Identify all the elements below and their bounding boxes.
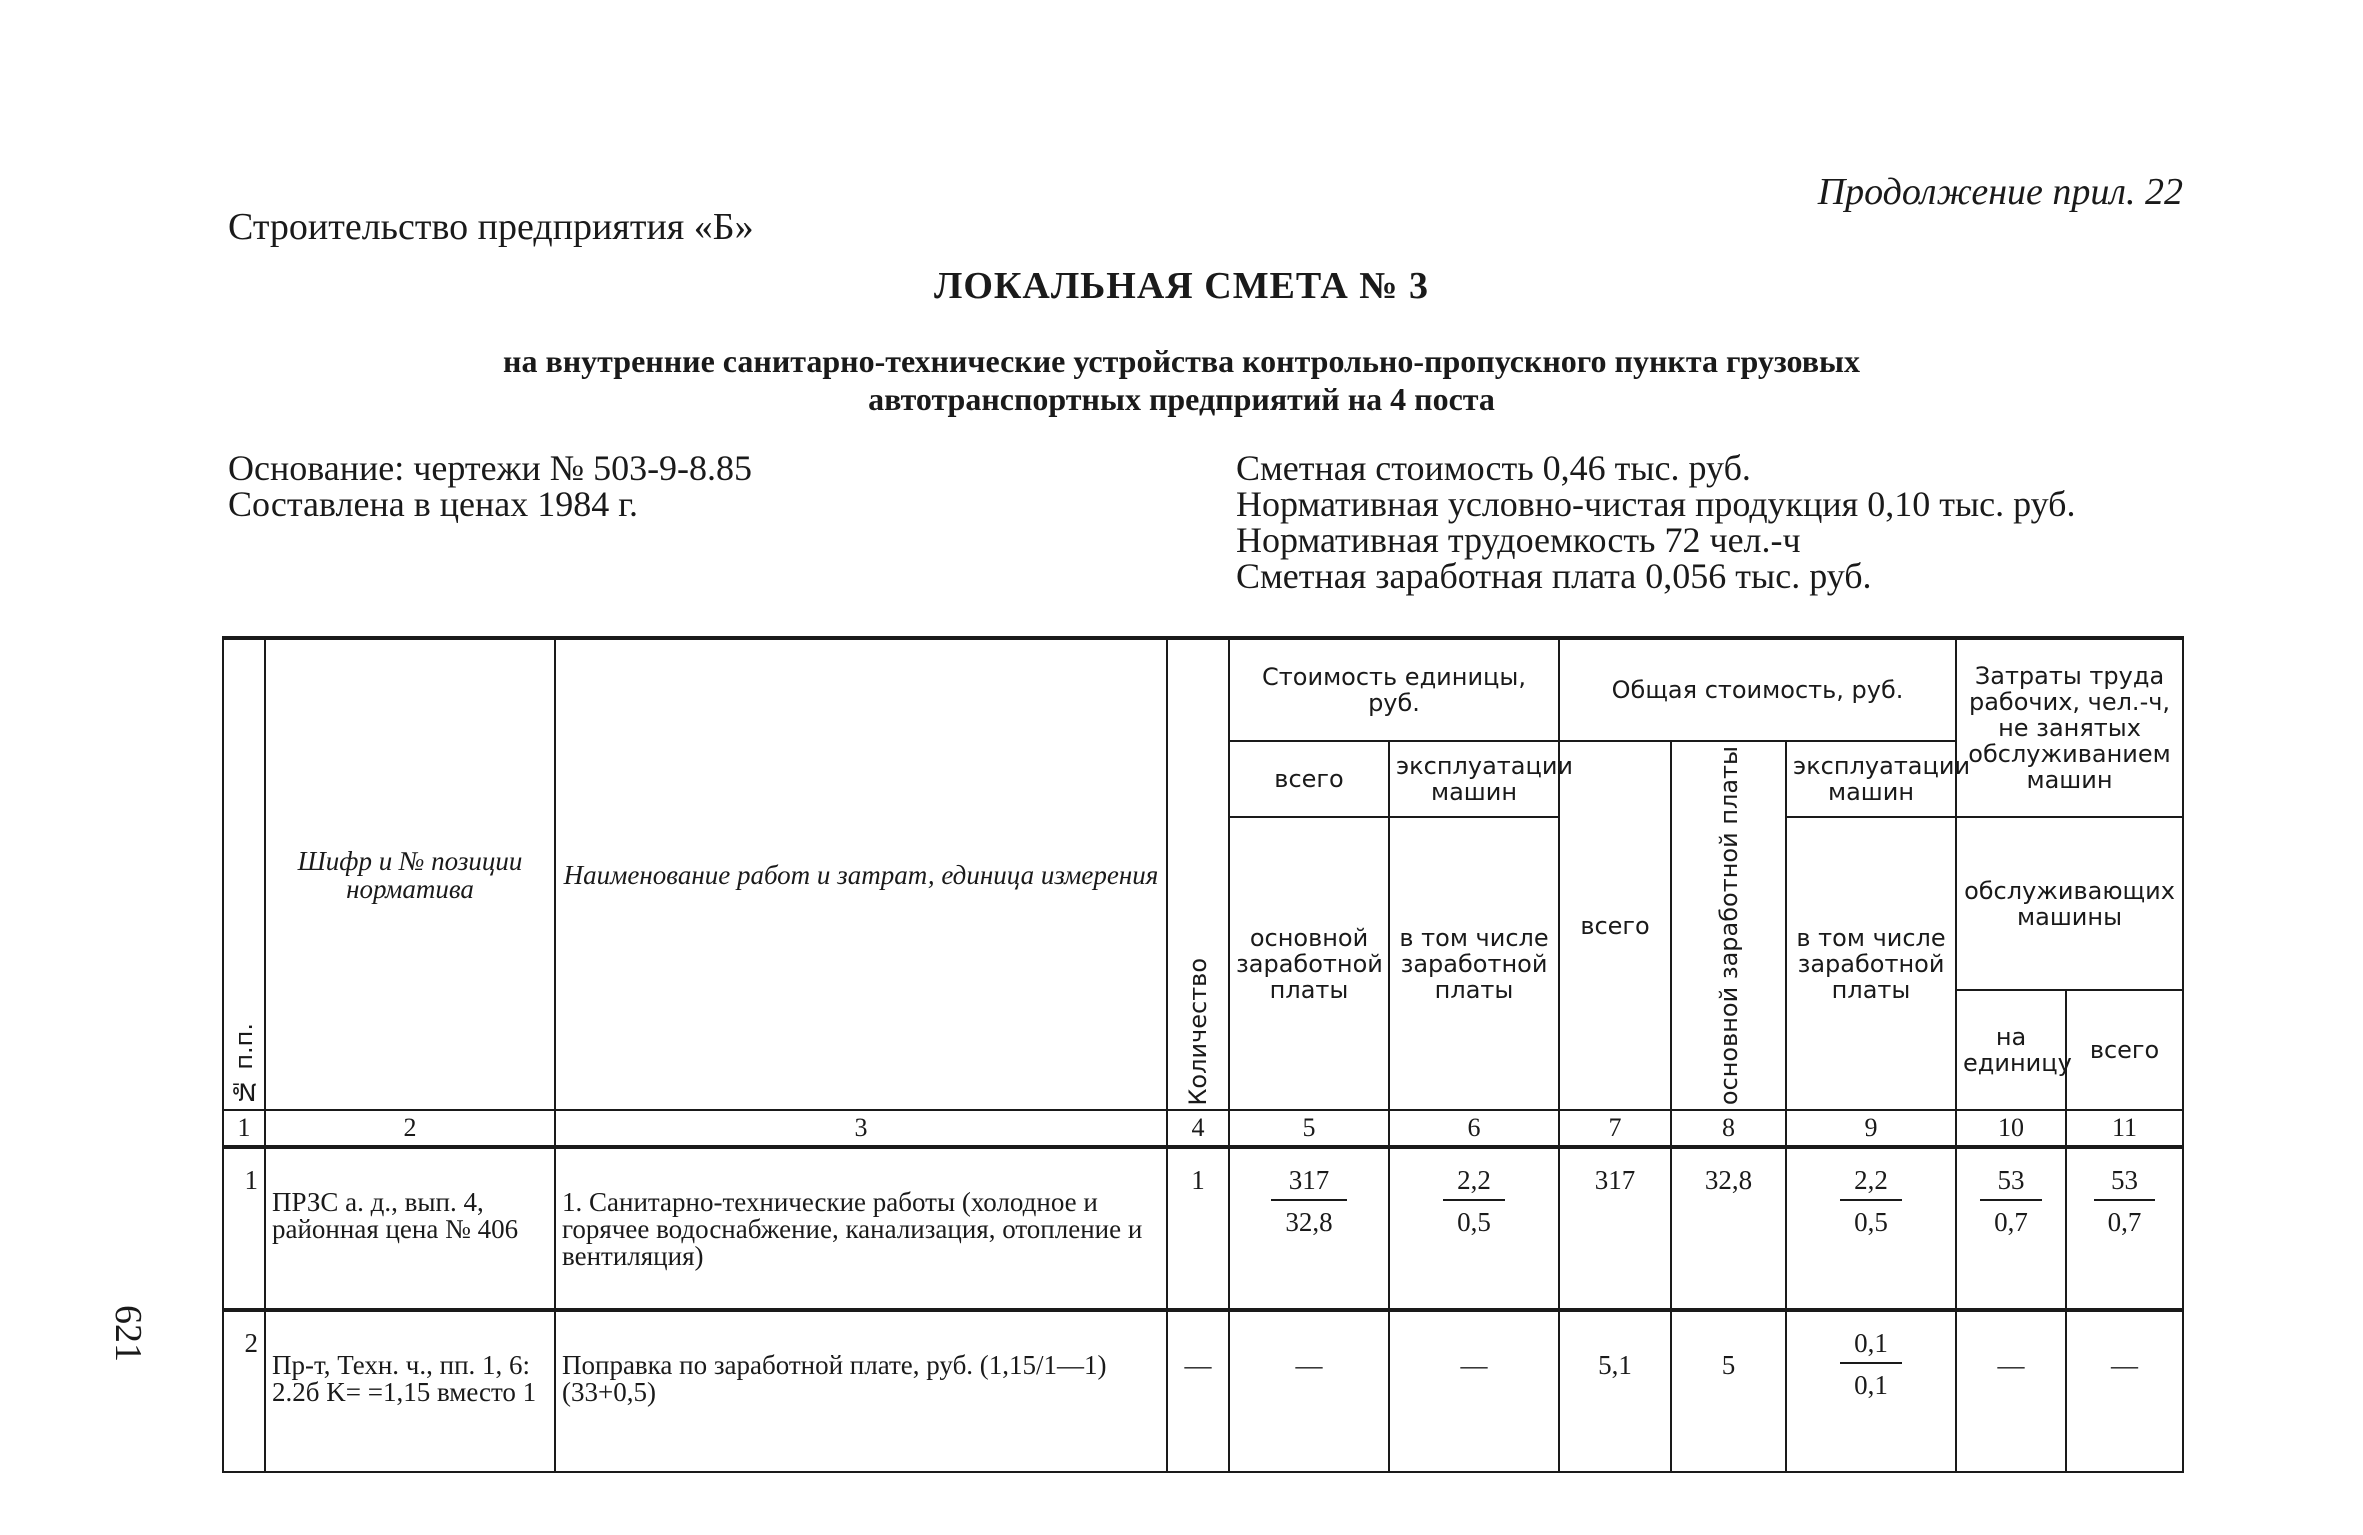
page-number: 621 xyxy=(107,1305,149,1362)
col-number: 2 xyxy=(265,1110,555,1147)
row-total-base: 32,8 xyxy=(1671,1147,1786,1310)
row-code: Пр-т, Техн. ч., пп. 1, 6: 2.2б K= =1,15 вместо 1 xyxy=(265,1310,555,1472)
cost-line: Сметная стоимость 0,46 тыс. руб. xyxy=(1236,448,1751,488)
per-unit-header: на единицу xyxy=(1956,990,2066,1110)
total-all-header: всего xyxy=(1559,741,1671,1110)
unit-base-wage-header: основной заработной платы xyxy=(1229,817,1389,1110)
row-qty: — xyxy=(1167,1310,1229,1472)
prices-line: Составлена в ценах 1984 г. xyxy=(228,484,638,524)
row-labor-unit: — xyxy=(1956,1310,2066,1472)
header-row-1 xyxy=(223,638,2183,741)
unit-mach-wage-header: в том числе заработной платы xyxy=(1389,817,1559,1110)
total-base-wage-header: основной заработной платы xyxy=(1671,741,1786,1110)
total-mach-wage-header: в том числе заработной платы xyxy=(1786,817,1956,1110)
row-name: Поправка по заработной плате, руб. (1,15/1—1) (33+0,5) xyxy=(555,1310,1167,1472)
row-total-all: 317 xyxy=(1559,1147,1671,1310)
product-line: Нормативная условно-чистая продукция 0,10 тыс. руб. xyxy=(1236,484,2076,524)
unit-cost-header: Стоимость единицы, руб. xyxy=(1229,638,1559,741)
total-cost-header: Общая стоимость, руб. xyxy=(1559,638,1956,741)
row-unit-mach: — xyxy=(1389,1310,1559,1472)
unit-mach-header: эксплуатации машин xyxy=(1389,741,1559,817)
row-qty: 1 xyxy=(1167,1147,1229,1310)
table-row xyxy=(223,1147,2183,1310)
unit-all-header: всего xyxy=(1229,741,1389,817)
total-mach-header: эксплуатации машин xyxy=(1786,741,1956,817)
row-total-base: 5 xyxy=(1671,1310,1786,1472)
subtitle-line-1: на внутренние санитарно-технические устройства контрольно-пропускного пункта грузовых xyxy=(503,343,1860,379)
table-row xyxy=(223,1310,2183,1472)
col-number: 3 xyxy=(555,1110,1167,1147)
col-number: 6 xyxy=(1389,1110,1559,1147)
document-subtitle xyxy=(0,342,2363,418)
col-name-header: Наименование работ и затрат, единица измерения xyxy=(555,638,1167,1110)
labor-sub-header: обслуживающих машины xyxy=(1956,817,2183,990)
row-labor-unit: $\frac{53}{0,7}$ xyxy=(1956,1147,2066,1310)
col-number: 5 xyxy=(1229,1110,1389,1147)
column-numbers-row xyxy=(223,1110,2183,1147)
row-labor-all: $\frac{53}{0,7}$ xyxy=(2066,1147,2183,1310)
col-number: 7 xyxy=(1559,1110,1671,1147)
estimate-table xyxy=(222,636,2184,1473)
info-left xyxy=(228,450,752,522)
col-number: 8 xyxy=(1671,1110,1786,1147)
row-total-mach: $\frac{0,1}{0,1}$ xyxy=(1786,1310,1956,1472)
row-name: 1. Санитарно-технические работы (холодное и горячее водоснабжение, канализация, отопление и вентиляция) xyxy=(555,1147,1167,1310)
row-num: 2 xyxy=(223,1310,265,1472)
col-code-header: Шифр и № позиции норматива xyxy=(265,638,555,1110)
row-num: 1 xyxy=(223,1147,265,1310)
col-num-header: № п.п. xyxy=(223,638,265,1110)
row-labor-all: — xyxy=(2066,1310,2183,1472)
row-unit-all: — xyxy=(1229,1310,1389,1472)
row-unit-mach: $\frac{2,2}{0,5}$ xyxy=(1389,1147,1559,1310)
info-right xyxy=(1236,450,2075,594)
wage-line: Сметная заработная плата 0,056 тыс. руб. xyxy=(1236,556,1872,596)
labor-line: Нормативная трудоемкость 72 чел.-ч xyxy=(1236,520,1801,560)
row-total-mach: $\frac{2,2}{0,5}$ xyxy=(1786,1147,1956,1310)
subtitle-line-2: автотранспортных предприятий на 4 поста xyxy=(868,381,1495,417)
labor-all-header: всего xyxy=(2066,990,2183,1110)
labor-header: Затраты труда рабочих, чел.-ч, не занятых обслуживанием машин xyxy=(1956,638,2183,817)
col-number: 4 xyxy=(1167,1110,1229,1147)
col-qty-header: Количество xyxy=(1167,638,1229,1110)
row-unit-all: $\frac{317}{32,8}$ xyxy=(1229,1147,1389,1310)
row-code: ПРЗС а. д., вып. 4, районная цена № 406 xyxy=(265,1147,555,1310)
document-title: ЛОКАЛЬНАЯ СМЕТА № 3 xyxy=(934,265,1429,307)
basis-line: Основание: чертежи № 503-9-8.85 xyxy=(228,448,753,488)
col-number: 1 xyxy=(223,1110,265,1147)
continuation-note: Продолжение прил. 22 xyxy=(1817,171,2183,213)
col-number: 10 xyxy=(1956,1110,2066,1147)
row-total-all: 5,1 xyxy=(1559,1310,1671,1472)
col-number: 11 xyxy=(2066,1110,2183,1147)
col-number: 9 xyxy=(1786,1110,1956,1147)
organization: Строительство предприятия «Б» xyxy=(228,206,754,248)
